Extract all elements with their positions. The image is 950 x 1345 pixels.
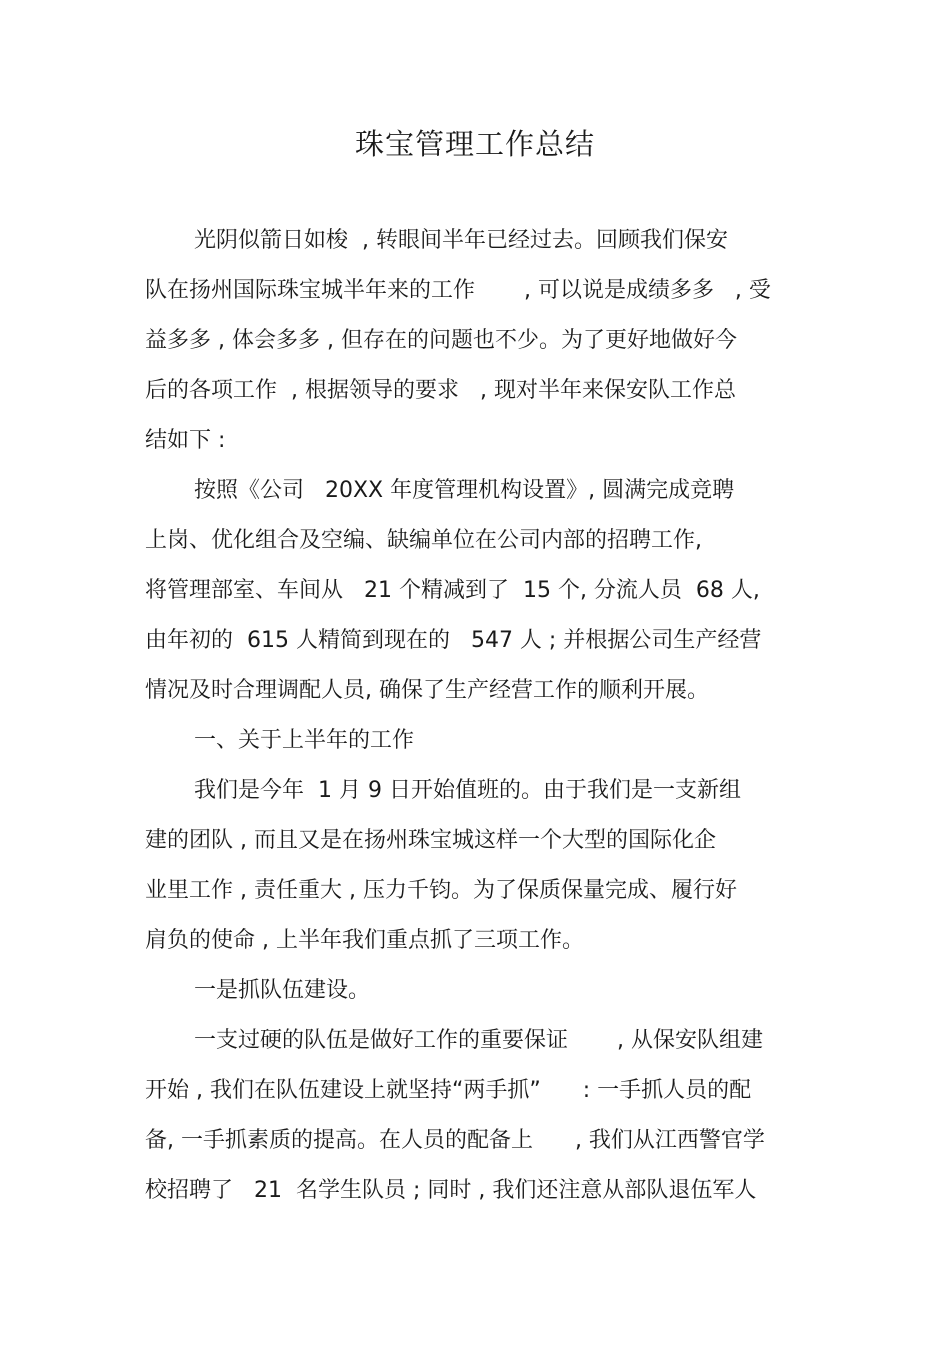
paragraph-line: 上岗、优化组合及空编、缺编单位在公司内部的招聘工作, — [145, 528, 702, 553]
paragraph-line: 队在扬州国际珠宝城半年来的工作 , 可以说是成绩多多 , 受 — [145, 278, 771, 303]
subsection-heading: 一是抓队伍建设。 — [194, 978, 371, 1003]
paragraph-line: 结如下 : — [145, 428, 226, 453]
paragraph-line: 校招聘了 21 名学生队员 ; 同时 , 我们还注意从部队退伍军人 — [145, 1178, 757, 1203]
paragraph-line: 按照《公司 20XX 年度管理机构设置》, 圆满完成竞聘 — [194, 478, 735, 503]
paragraph-line: 将管理部室、车间从 21 个精减到了 15 个, 分流人员 68 人, — [145, 578, 760, 603]
document-title: 珠宝管理工作总结 — [354, 127, 595, 161]
paragraph-line: 建的团队 , 而且又是在扬州珠宝城这样一个大型的国际化企 — [145, 828, 716, 853]
paragraph-line: 业里工作 , 责任重大 , 压力千钧。为了保质保量完成、履行好 — [145, 878, 737, 903]
paragraph-line: 肩负的使命 , 上半年我们重点抓了三项工作。 — [145, 928, 584, 953]
paragraph-line: 光阴似箭日如梭 , 转眼间半年已经过去。回顾我们保安 — [194, 228, 728, 253]
paragraph-line: 开始 , 我们在队伍建设上就坚持“两手抓” : 一手抓人员的配 — [145, 1078, 752, 1103]
paragraph-line: 备, 一手抓素质的提高。在人员的配备上 , 我们从江西警官学 — [145, 1128, 765, 1153]
paragraph-line: 益多多 , 体会多多 , 但存在的问题也不少。为了更好地做好今 — [145, 328, 737, 353]
paragraph-line: 情况及时合理调配人员, 确保了生产经营工作的顺利开展。 — [145, 678, 709, 703]
paragraph-line: 一支过硬的队伍是做好工作的重要保证 , 从保安队组建 — [194, 1028, 763, 1053]
paragraph-line: 我们是今年 1 月 9 日开始值班的。由于我们是一支新组 — [194, 778, 741, 803]
section-heading: 一、关于上半年的工作 — [194, 728, 415, 753]
paragraph-line: 后的各项工作 , 根据领导的要求 , 现对半年来保安队工作总 — [145, 378, 736, 403]
paragraph-line: 由年初的 615 人精简到现在的 547 人 ; 并根据公司生产经营 — [145, 628, 762, 653]
